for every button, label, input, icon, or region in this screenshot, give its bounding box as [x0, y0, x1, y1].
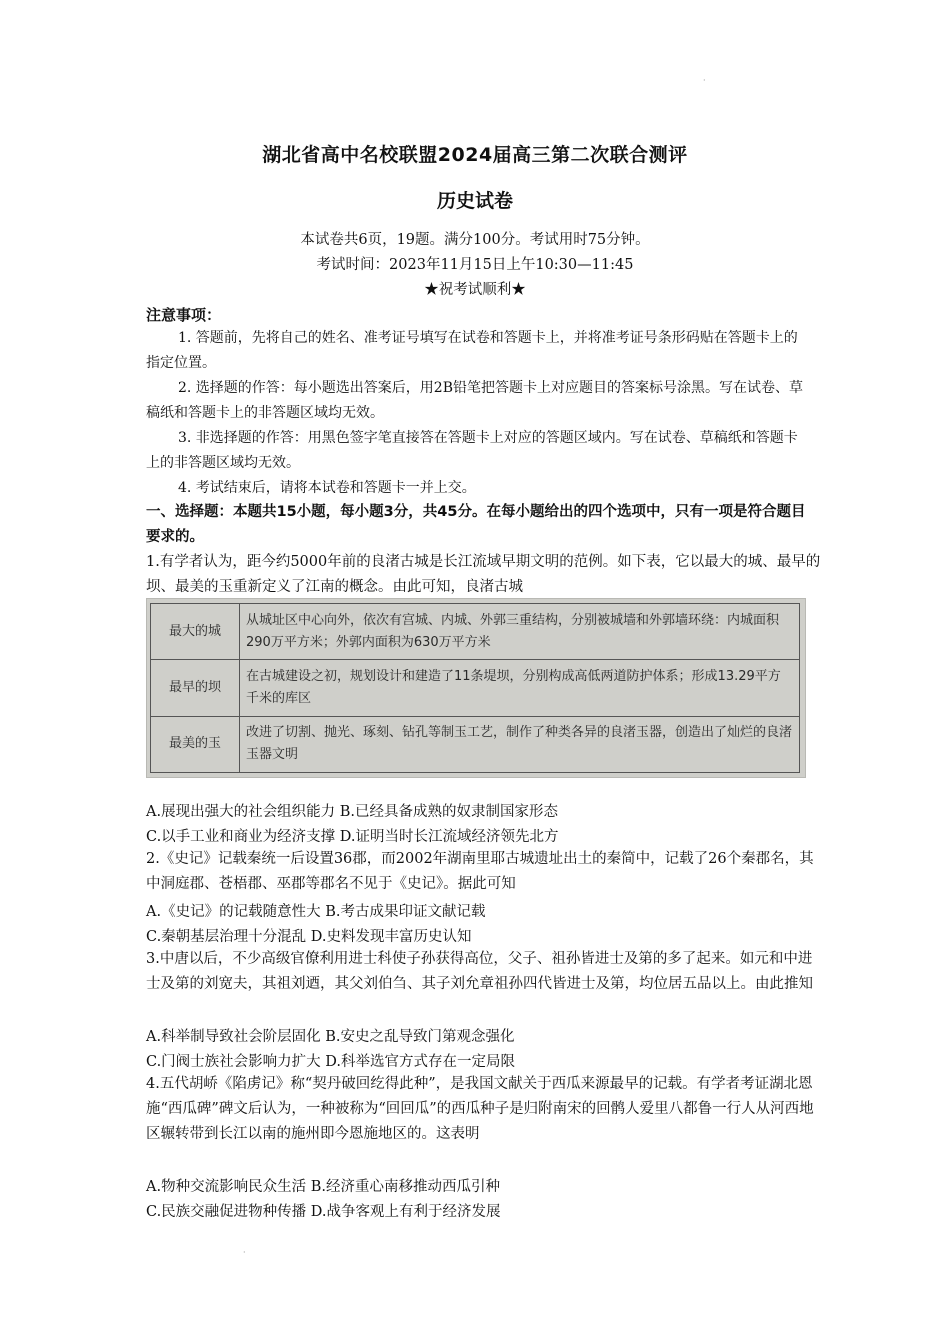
table-row-content: 从城址区中心向外，依次有宫城、内城、外郭三重结构，分别被城墙和外郭墙环绕：内城面积290万平方米；外郭内面积为630万平方米 — [240, 604, 800, 660]
table-row-label: 最早的坝 — [151, 660, 240, 716]
notice-item: 3. 非选择题的作答：用黑色签字笔直接答在答题卡上对应的答题区域内。写在试卷、草稿纸和答题卡上的非答题区域均无效。 — [146, 430, 798, 471]
notice-item: 2. 选择题的作答：每小题选出答案后，用2B铅笔把答题卡上对应题目的答案标号涂黑。写在试卷、草稿纸和答题卡上的非答题区域均无效。 — [146, 380, 804, 421]
scan-dot: · — [703, 76, 706, 85]
question-2-options-ab: A.《史记》的记载随意性大 B.考古成果印证文献记载 — [146, 904, 486, 920]
question-2-options-cd: C.秦朝基层治理十分混乱 D.史料发现丰富历史认知 — [146, 929, 472, 945]
section-heading: 一、选择题：本题共15小题，每小题3分，共45分。在每小题给出的四个选项中，只有一项是符合题目要求的。 — [146, 504, 806, 545]
question-1-options-cd: C.以手工业和商业为经济支撑 D.证明当时长江流域经济领先北方 — [146, 829, 559, 845]
question-4-options-ab: A.物种交流影响民众生活 B.经济重心南移推动西瓜引种 — [146, 1179, 500, 1195]
scan-dot: · — [243, 1248, 246, 1257]
question-1-table — [150, 603, 800, 773]
exam-info-pages: 本试卷共6页，19题。满分100分。考试用时75分钟。 — [300, 232, 650, 248]
question-1-stem: 1.有学者认为，距今约5000年前的良渚古城是长江流域早期文明的范例。如下表，它以最大的城、最早的坝、最美的玉重新定义了江南的概念。由此可知，良渚古城 — [146, 554, 821, 595]
table-row-content: 在古城建设之初，规划设计和建造了11条堤坝，分别构成高低两道防护体系；形成13.29平方千米的库区 — [240, 660, 800, 716]
question-3-options-ab: A.科举制导致社会阶层固化 B.安史之乱导致门第观念强化 — [146, 1029, 515, 1045]
table-row-label: 最美的玉 — [151, 716, 240, 772]
question-3-stem: 3.中唐以后，不少高级官僚利用进士科使子孙获得高位，父子、祖孙皆进士及第的多了起来。如元和中进士及第的刘宽夫，其祖刘迺，其父刘伯刍、其子刘允章祖孙四代皆进士及第，均位居五品以上。由此推知 — [146, 951, 813, 992]
exam-blessing: ★祝考试顺利★ — [424, 282, 526, 298]
table-row-label: 最大的城 — [151, 604, 240, 660]
exam-info-time: 考试时间：2023年11月15日上午10:30—11:45 — [316, 257, 634, 273]
question-4-stem: 4.五代胡峤《陷虏记》称“契丹破回纥得此种”，是我国文献关于西瓜来源最早的记载。有学者考证湖北恩施“西瓜碑”碑文后认为，一种被称为“回回瓜”的西瓜种子是归附南宋的回鹘人爱里八都鲁一行人从河西地区辗转带到长江以南的施州即今恩施地区的。这表明 — [146, 1076, 814, 1142]
table-row — [151, 660, 800, 716]
notice-item: 1. 答题前，先将自己的姓名、准考证号填写在试卷和答题卡上，并将准考证号条形码贴在答题卡上的指定位置。 — [146, 330, 798, 371]
notice-item: 4. 考试结束后，请将本试卷和答题卡一并上交。 — [178, 480, 476, 496]
question-1-options-ab: A.展现出强大的社会组织能力 B.已经具备成熟的奴隶制国家形态 — [146, 804, 558, 820]
notice-heading: 注意事项： — [146, 306, 222, 324]
table-row — [151, 716, 800, 772]
question-3-options-cd: C.门阀士族社会影响力扩大 D.科举选官方式存在一定局限 — [146, 1054, 516, 1070]
table-row-content: 改进了切割、抛光、琢刻、钻孔等制玉工艺，制作了种类各异的良渚玉器，创造出了灿烂的良渚玉器文明 — [240, 716, 800, 772]
question-4-options-cd: C.民族交融促进物种传播 D.战争客观上有利于经济发展 — [146, 1204, 501, 1220]
table-row — [151, 604, 800, 660]
question-1-table-photo — [146, 598, 806, 778]
question-2-stem: 2.《史记》记载秦统一后设置36郡，而2002年湖南里耶古城遗址出土的秦简中，记载了26个秦郡名，其中洞庭郡、苍梧郡、巫郡等郡名不见于《史记》。据此可知 — [146, 851, 814, 892]
exam-subject: 历史试卷 — [436, 190, 513, 212]
exam-title: 湖北省高中名校联盟2024届高三第二次联合测评 — [262, 144, 688, 166]
